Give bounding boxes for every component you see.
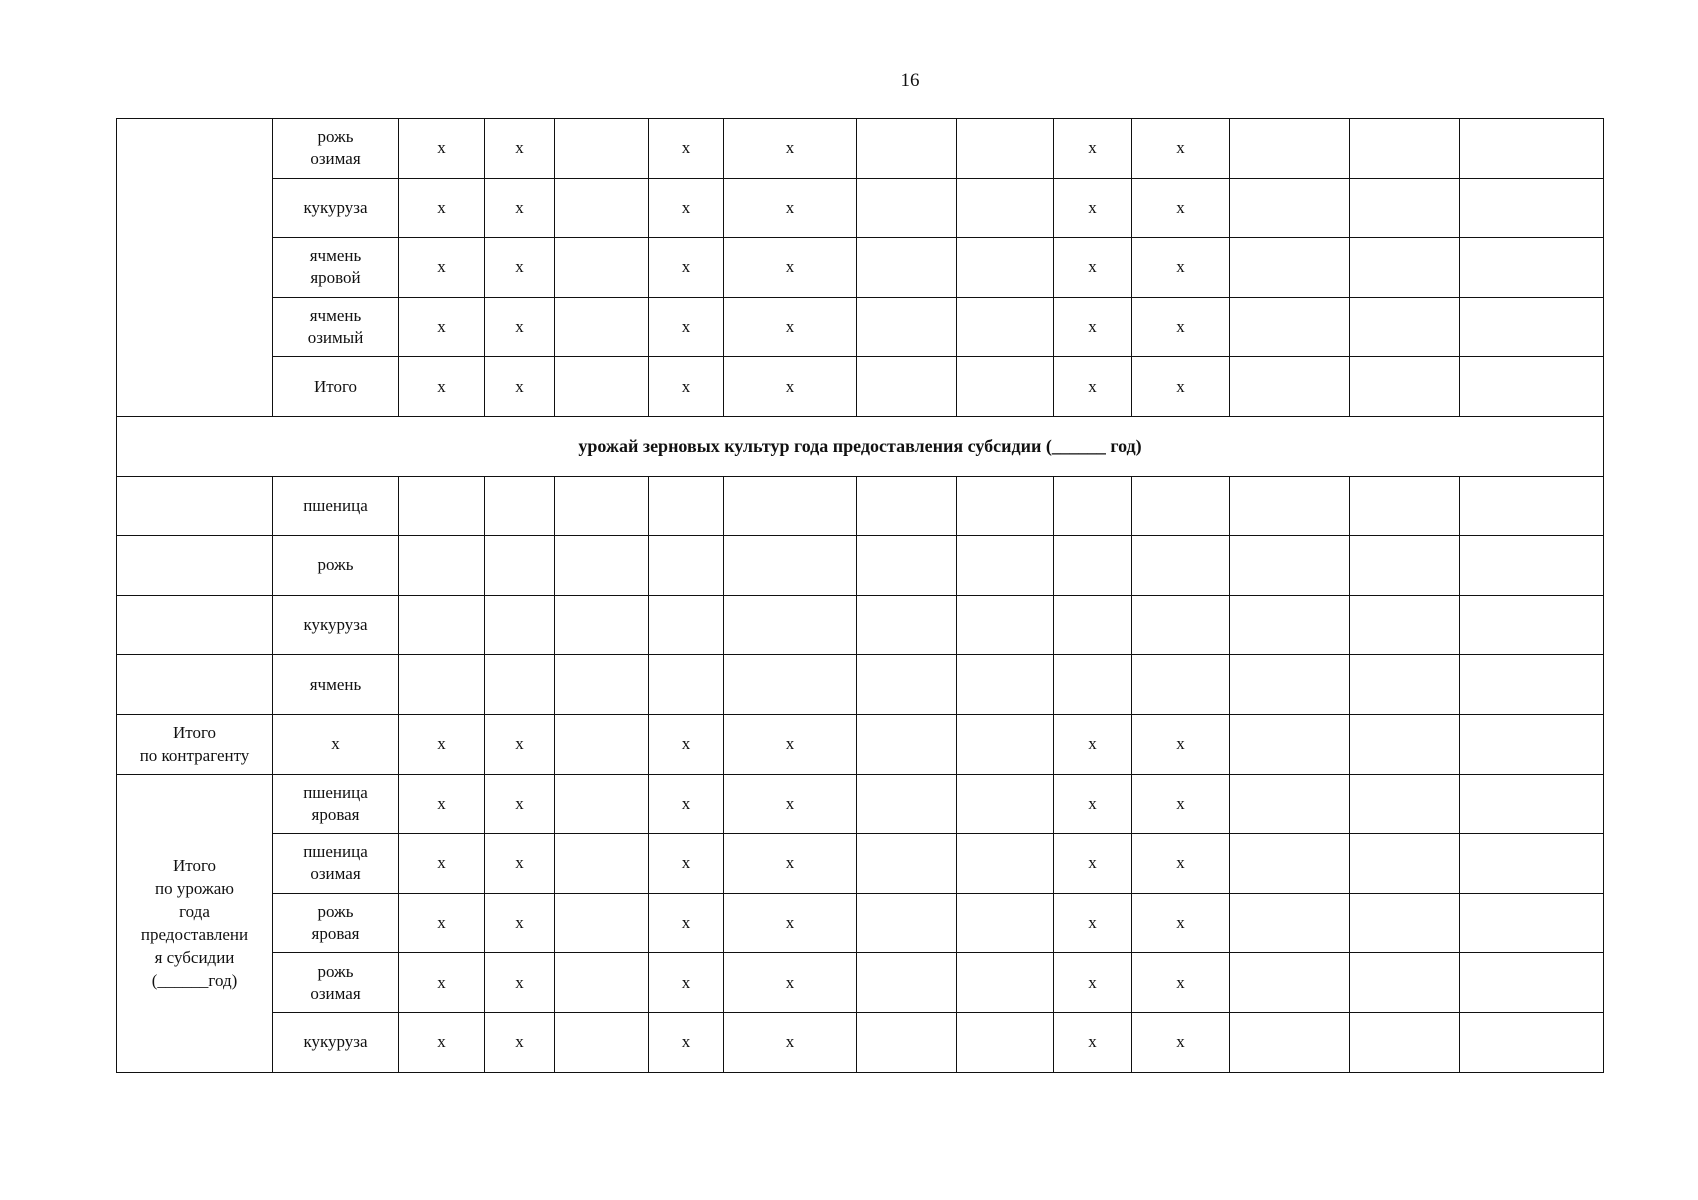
value-cell: х <box>724 714 857 774</box>
value-cell <box>555 714 649 774</box>
value-cell <box>1460 536 1604 596</box>
value-cell: х <box>1054 119 1132 179</box>
value-cell <box>857 297 957 357</box>
value-cell <box>857 774 957 834</box>
value-cell <box>485 476 555 536</box>
value-cell <box>857 178 957 238</box>
value-cell <box>1350 238 1460 298</box>
value-cell <box>399 655 485 715</box>
value-cell <box>1350 834 1460 894</box>
value-cell <box>555 178 649 238</box>
value-cell <box>1230 1012 1350 1072</box>
value-cell: х <box>649 714 724 774</box>
value-cell <box>957 953 1054 1013</box>
group-label-cell <box>117 178 273 238</box>
value-cell: х <box>724 238 857 298</box>
value-cell <box>555 1012 649 1072</box>
value-cell: х <box>649 357 724 417</box>
value-cell <box>555 595 649 655</box>
value-cell <box>1350 476 1460 536</box>
value-cell <box>649 536 724 596</box>
value-cell <box>957 476 1054 536</box>
value-cell: х <box>485 774 555 834</box>
value-cell <box>857 119 957 179</box>
value-cell <box>1460 119 1604 179</box>
value-cell <box>1460 774 1604 834</box>
value-cell: х <box>724 297 857 357</box>
crop-cell: рожь озимая <box>273 953 399 1013</box>
crop-cell: ячмень яровой <box>273 238 399 298</box>
table-row <box>117 476 1604 536</box>
table-row <box>117 834 1604 894</box>
value-cell: х <box>1132 297 1230 357</box>
value-cell <box>724 595 857 655</box>
value-cell <box>555 238 649 298</box>
value-cell: х <box>485 714 555 774</box>
page-number: 16 <box>900 70 920 91</box>
value-cell: х <box>1132 1012 1230 1072</box>
value-cell <box>1230 297 1350 357</box>
value-cell <box>1460 953 1604 1013</box>
group-label-cell <box>117 357 273 417</box>
value-cell <box>857 893 957 953</box>
value-cell <box>957 119 1054 179</box>
value-cell <box>1230 238 1350 298</box>
value-cell <box>1350 357 1460 417</box>
table-row <box>117 238 1604 298</box>
value-cell <box>399 536 485 596</box>
value-cell <box>1350 953 1460 1013</box>
value-cell <box>555 893 649 953</box>
crop-cell: кукуруза <box>273 595 399 655</box>
crop-cell: ячмень <box>273 655 399 715</box>
value-cell: х <box>1054 238 1132 298</box>
value-cell: х <box>1132 834 1230 894</box>
crop-cell: пшеница озимая <box>273 834 399 894</box>
value-cell: х <box>1132 178 1230 238</box>
section-row <box>117 416 1604 476</box>
value-cell <box>1132 476 1230 536</box>
value-cell <box>1230 953 1350 1013</box>
value-cell <box>1054 655 1132 715</box>
value-cell <box>957 595 1054 655</box>
group-label-cell <box>117 238 273 298</box>
table-row <box>117 953 1604 1013</box>
value-cell <box>1350 774 1460 834</box>
value-cell <box>1230 357 1350 417</box>
table-row <box>117 655 1604 715</box>
table-row <box>117 119 1604 179</box>
value-cell <box>1350 1012 1460 1072</box>
value-cell <box>1460 834 1604 894</box>
value-cell <box>1132 595 1230 655</box>
table-row <box>117 893 1604 953</box>
table-row <box>117 595 1604 655</box>
value-cell <box>555 655 649 715</box>
section-heading: урожай зерновых культур года предоставления субсидии (______ год) <box>117 416 1604 476</box>
value-cell: х <box>485 834 555 894</box>
value-cell <box>555 834 649 894</box>
value-cell: х <box>1054 178 1132 238</box>
value-cell <box>1460 476 1604 536</box>
value-cell: х <box>724 834 857 894</box>
value-cell: х <box>485 119 555 179</box>
value-cell <box>555 119 649 179</box>
value-cell <box>857 714 957 774</box>
value-cell: х <box>649 1012 724 1072</box>
table-row <box>117 297 1604 357</box>
table-row <box>117 536 1604 596</box>
value-cell: х <box>649 238 724 298</box>
value-cell: х <box>1054 953 1132 1013</box>
crop-cell: кукуруза <box>273 1012 399 1072</box>
value-cell: х <box>649 297 724 357</box>
crop-cell: пшеница <box>273 476 399 536</box>
value-cell <box>857 953 957 1013</box>
value-cell <box>1460 1012 1604 1072</box>
group-label-cell: Итого по контрагенту <box>117 714 273 774</box>
group-label-cell <box>117 595 273 655</box>
value-cell: х <box>1132 119 1230 179</box>
value-cell <box>399 476 485 536</box>
value-cell: х <box>485 238 555 298</box>
crop-cell: рожь яровая <box>273 893 399 953</box>
value-cell: х <box>649 178 724 238</box>
value-cell <box>1350 655 1460 715</box>
value-cell <box>957 655 1054 715</box>
value-cell: х <box>724 774 857 834</box>
crop-cell: х <box>273 714 399 774</box>
value-cell: х <box>399 1012 485 1072</box>
value-cell: х <box>399 357 485 417</box>
value-cell <box>1350 297 1460 357</box>
table-row <box>117 178 1604 238</box>
value-cell <box>957 536 1054 596</box>
value-cell: х <box>1132 357 1230 417</box>
value-cell <box>649 476 724 536</box>
value-cell: х <box>649 119 724 179</box>
value-cell <box>957 893 1054 953</box>
value-cell <box>1460 238 1604 298</box>
value-cell: х <box>485 297 555 357</box>
value-cell <box>649 655 724 715</box>
value-cell <box>485 536 555 596</box>
value-cell <box>857 834 957 894</box>
value-cell: х <box>724 357 857 417</box>
value-cell <box>724 655 857 715</box>
value-cell <box>1350 595 1460 655</box>
value-cell <box>1230 893 1350 953</box>
value-cell: х <box>399 953 485 1013</box>
value-cell: х <box>649 774 724 834</box>
value-cell <box>1132 536 1230 596</box>
table-row <box>117 774 1604 834</box>
value-cell <box>957 238 1054 298</box>
value-cell <box>649 595 724 655</box>
value-cell <box>957 774 1054 834</box>
crop-cell: пшеница яровая <box>273 774 399 834</box>
value-cell: х <box>1132 893 1230 953</box>
value-cell <box>957 357 1054 417</box>
value-cell <box>555 536 649 596</box>
value-cell: х <box>1054 774 1132 834</box>
value-cell <box>1460 893 1604 953</box>
value-cell <box>555 774 649 834</box>
value-cell: х <box>399 714 485 774</box>
value-cell <box>1054 476 1132 536</box>
value-cell <box>1230 714 1350 774</box>
value-cell <box>857 238 957 298</box>
group-label-cell <box>117 476 273 536</box>
value-cell: х <box>1132 774 1230 834</box>
crop-cell: рожь озимая <box>273 119 399 179</box>
value-cell: х <box>724 953 857 1013</box>
value-cell <box>1230 774 1350 834</box>
value-cell: х <box>649 893 724 953</box>
value-cell <box>1230 834 1350 894</box>
group-label-cell <box>117 536 273 596</box>
crop-cell: рожь <box>273 536 399 596</box>
value-cell: х <box>1132 238 1230 298</box>
value-cell <box>1460 297 1604 357</box>
table-row <box>117 357 1604 417</box>
crop-cell: ячмень озимый <box>273 297 399 357</box>
value-cell <box>1132 655 1230 715</box>
value-cell <box>1350 893 1460 953</box>
value-cell <box>957 834 1054 894</box>
table-row <box>117 714 1604 774</box>
value-cell <box>1350 536 1460 596</box>
value-cell <box>485 595 555 655</box>
value-cell <box>1230 178 1350 238</box>
value-cell <box>857 1012 957 1072</box>
value-cell: х <box>399 178 485 238</box>
group-label-cell <box>117 297 273 357</box>
value-cell <box>957 714 1054 774</box>
value-cell <box>724 536 857 596</box>
value-cell: х <box>485 357 555 417</box>
value-cell <box>485 655 555 715</box>
value-cell <box>957 1012 1054 1072</box>
value-cell <box>1460 714 1604 774</box>
value-cell <box>555 476 649 536</box>
value-cell <box>555 297 649 357</box>
value-cell: х <box>724 178 857 238</box>
value-cell: х <box>1132 953 1230 1013</box>
value-cell <box>857 357 957 417</box>
value-cell: х <box>1054 834 1132 894</box>
value-cell: х <box>649 834 724 894</box>
value-cell: х <box>485 1012 555 1072</box>
value-cell <box>857 476 957 536</box>
group-label-cell <box>117 655 273 715</box>
value-cell: х <box>399 119 485 179</box>
value-cell: х <box>1054 1012 1132 1072</box>
table-row <box>117 1012 1604 1072</box>
group-label-cell: Итого по урожаю года предоставлени я субсидии (______год) <box>117 774 273 1072</box>
value-cell: х <box>1054 714 1132 774</box>
group-label-cell <box>117 119 273 179</box>
value-cell <box>1350 714 1460 774</box>
crop-cell: кукуруза <box>273 178 399 238</box>
value-cell: х <box>1054 893 1132 953</box>
value-cell <box>1350 178 1460 238</box>
value-cell: х <box>399 834 485 894</box>
value-cell: х <box>724 893 857 953</box>
value-cell: х <box>485 953 555 1013</box>
value-cell: х <box>724 119 857 179</box>
value-cell <box>1460 655 1604 715</box>
value-cell <box>1230 595 1350 655</box>
subsidy-grain-table <box>116 118 1604 1073</box>
value-cell <box>1460 357 1604 417</box>
value-cell <box>1230 119 1350 179</box>
value-cell: х <box>724 1012 857 1072</box>
value-cell <box>1460 178 1604 238</box>
value-cell <box>1230 476 1350 536</box>
value-cell: х <box>1132 714 1230 774</box>
value-cell <box>555 953 649 1013</box>
value-cell: х <box>485 893 555 953</box>
value-cell <box>957 297 1054 357</box>
value-cell <box>957 178 1054 238</box>
value-cell: х <box>1054 357 1132 417</box>
value-cell: х <box>485 178 555 238</box>
value-cell <box>857 595 957 655</box>
value-cell <box>1230 536 1350 596</box>
value-cell <box>1054 536 1132 596</box>
value-cell: х <box>399 297 485 357</box>
value-cell <box>1350 119 1460 179</box>
value-cell <box>857 536 957 596</box>
value-cell <box>724 476 857 536</box>
value-cell: х <box>399 774 485 834</box>
value-cell <box>555 357 649 417</box>
value-cell: х <box>399 238 485 298</box>
value-cell: х <box>399 893 485 953</box>
value-cell <box>399 595 485 655</box>
value-cell <box>1230 655 1350 715</box>
value-cell: х <box>1054 297 1132 357</box>
crop-cell: Итого <box>273 357 399 417</box>
value-cell <box>857 655 957 715</box>
value-cell <box>1460 595 1604 655</box>
value-cell <box>1054 595 1132 655</box>
value-cell: х <box>649 953 724 1013</box>
